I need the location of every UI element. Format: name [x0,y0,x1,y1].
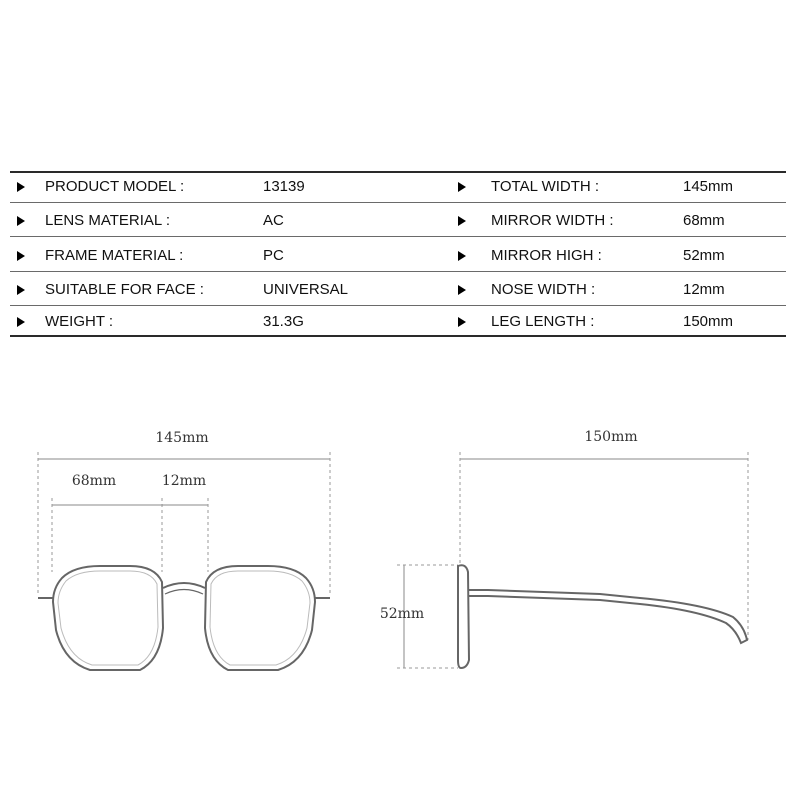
lens-width-label: 68mm [71,473,117,489]
spec-label: MIRROR HIGH : [491,247,602,264]
spec-value: 150mm [683,313,734,330]
spec-value: 13139 [263,178,305,195]
leg-length-label: 150mm [584,429,638,445]
side-view [380,429,748,668]
lens-inner-rim [58,571,310,665]
spec-label: SUITABLE FOR FACE : [45,281,204,298]
spec-value: 12mm [683,281,725,298]
spec-label: WEIGHT : [45,313,114,330]
spec-value: PC [263,247,284,264]
spec-value: 52mm [683,247,725,264]
spec-value: AC [263,212,284,229]
spec-label: MIRROR WIDTH : [491,212,614,229]
spec-label: LENS MATERIAL : [45,212,171,229]
lens-height-label: 52mm [379,606,425,622]
total-width-label: 145mm [155,430,209,446]
spec-label: TOTAL WIDTH : [491,178,600,195]
spec-label: FRAME MATERIAL : [45,247,184,264]
spec-value: 31.3G [263,313,304,330]
spec-value: 68mm [683,212,725,229]
glasses-front-icon [38,566,330,670]
spec-label: NOSE WIDTH : [491,281,596,298]
spec-value: UNIVERSAL [263,281,349,298]
bridge-width-label: 12mm [161,473,207,489]
spec-value: 145mm [683,178,734,195]
spec-label: PRODUCT MODEL : [45,178,185,195]
front-view [38,430,330,670]
spec-label: LEG LENGTH : [491,313,595,330]
glasses-side-icon [458,565,747,668]
